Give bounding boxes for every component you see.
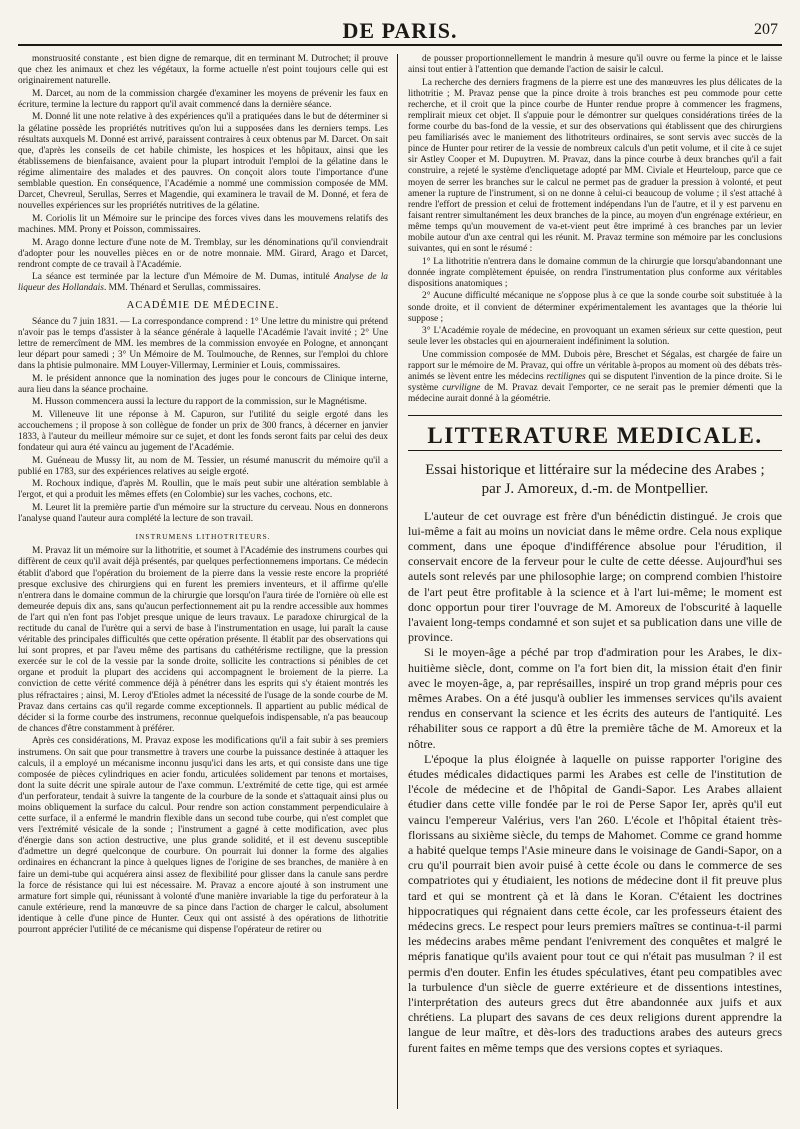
paragraph: M. Leuret lit la première partie d'un mémoire sur la structure du cerveau. Nous en donnerons l'analyse quand l'auteur aura complété la lecture de son travail. (18, 503, 388, 525)
section-heading: LITTERATURE MEDICALE. (408, 430, 782, 450)
paragraph: L'auteur de cet ouvrage est frère d'un bénédictin distingué. Je crois que lui-même a fait au moins un noviciat dans le même ordre. Cela nous explique comment, dans une époque d'indifférence absolue pour l'érudition, il conservait encore de la ferveur pour le culte de cette déesse. Aujourd'hui ses autels sont relevés par une philosophie large; on comprend combien l'histoire de l'art peut être profitable à la science et à l'art lui-même; le moment est donc opportun pour tirer l'ouvrage de M. Amoreux de l'obscurité à laquelle l'avaient long-temps condamné et son sujet et sa publication dans une ville de province. (408, 508, 782, 645)
text-span: La séance est terminée par la lecture d'un Mémoire de M. Dumas, intitulé (32, 272, 334, 283)
running-title: DE PARIS. (342, 18, 458, 43)
paragraph (408, 350, 782, 405)
text-span: . MM. Thénard et Serullas, commissaires. (103, 283, 261, 294)
paragraph: M. Arago donne lecture d'une note de M. Tremblay, sur les dénominations qu'il conviendrait d'adopter pour les nouvelles pièces en or de notre monnaie. MM. Girard, Arago et Darcet, rendront compte de ce travail à l'Académie. (18, 237, 388, 270)
paragraph: M. Guéneau de Mussy lit, au nom de M. Tessier, un résumé manuscrit du mémoire qu'il a publié en 1783, sur des expériences relatives au seigle ergoté. (18, 455, 388, 477)
paragraph: La recherche des derniers fragmens de la pierre est une des manœuvres les plus délicates de la lithotritie ; M. Pravaz pense que la pince droite à trois branches est peu commode pour cette recherche, et il croit que la pince courbe de Hunter rendue propre à commencer les fragmens, remplirait mieux cet objet. Il s'appuie pour le démontrer sur quelques considérations tirées de la forme courbe du bas-fond de la vessie, et sur des observations qui établissent que des chirurgiens peu familiarisés avec le maniement des lithotriteurs ordinaires, se sont servis avec succès de la pince de Hunter pour retirer de la vessie de nombreux calculs d'un petit volume, et il cite à ce sujet sir Astley Cooper et M. Dupuytren. M. Pravaz, dans la pince courbe à deux branches qu'il a fait construire, a rejeté le système d'encliquetage adopté par MM. Civiale et Heurteloup, parce que ce moyen de serrer les branches sur le calcul ne permet pas de graduer la pression à volonté, et peut amener la rupture de l'instrument, si on ne donne à celui-ci beaucoup de volume ; il s'est attaché à rendre l'effort de pression et celui de frottement indépendans l'un de l'autre, et il y est parvenu en faisant rentrer simultanément les deux branches de la pince, au moyen d'un engrénage extérieur, en même temps qu'un mouvement de va-et-vient peut être imprimé à ces branches par un levier mobile autour d'un axe central qui les réunit. M. Pravaz termine son mémoire par les conclusions suivantes, qui en sont le résumé : (408, 77, 782, 255)
paragraph: M. Villeneuve lit une réponse à M. Capuron, sur l'utilité du seigle ergoté dans les accouchemens ; il propose à son collègue de fonder un prix de 300 francs, à décerner en janvier 1833, à l'auteur du meilleur mémoire sur ce sujet, et dont les fonds seront faits par celui des deux fondateur qui aura été vaincu au jugement de l'Académie. (18, 409, 388, 454)
paragraph: M. Pravaz lit un mémoire sur la lithotritie, et soumet à l'Académie des instrumens courbes qui diffèrent de ceux qu'il avait déjà présentés, par quelques perfectionnemens importans. Ce médecin établit d'abord que l'opération du broiement de la pierre dans la vessie reste encore la propriété presque exclusive des chirurgiens qui en furent les premiers inventeurs, et il affirme qu'elle n'entrera dans le domaine commun de la chirurgie que lorsqu'on l'aura tirée de l'ornière où elle est demeurée depuis dix ans, sans qu'aucun perfectionnement ait pu la rendre accessible aux hommes de l'art qui n'en font pas l'objet presque unique de leurs travaux. Le paradoxe chirurgical de la rectitude du canal de l'urètre qui a servi de base à l'instrumentation en usage, lui paraît la cause véritable des principales difficultés que cette opération présente. Il établit par des observations qui lui sont propres, et par l'aveu même des partisans du cathétérisme rectiligne, que la pression exercée sur le col de la vessie par la sonde droite, sollicite les contractions si pénibles de cet organe et produit la plupart des accidens qui accompagnent le broiement de la pierre. La conviction de cette vérité commence déjà à pénétrer dans les esprits qui s'y étaient montrés les plus réfractaires ; ainsi, M. Leroy d'Etioles admet la nécessité de l'usage de la sonde courbe de M. Pravaz dans certains cas qu'il regarde comme exceptionnels. Il appartient au public médical de décider si la forme courbe des instrumens, reconnue quelquefois indispensable, n'a pas beaucoup de chances d'être constamment à préférer. (18, 546, 388, 734)
subsection-title: INSTRUMENS LITHOTRITEURS. (135, 532, 271, 542)
paragraph: M. Coriolis lit un Mémoire sur le principe des forces vives dans les mouvemens relatifs des machines. MM. Prony et Poisson, commissaires. (18, 213, 388, 235)
literature-section (408, 415, 782, 1055)
column-divider (397, 54, 398, 1109)
paragraph: M. Donné lit une note relative à des expériences qu'il a pratiquées dans le but de déterminer si la gélatine possède les propriétés nutritives qu'on lui a supposées dans les derniers temps. Les résultats auxquels M. Donné est arrivé, paraissent contraires à ceux obtenus par M. Darcet. On sait que, d'après les conseils de cet habile chimiste, les hospices et les hôpitaux, ainsi que les établissemens de bienfaisance, avaient pour la plupart introduit l'emploi de la gélatine dans le régime alimentaire des malades et des pauvres. On conçoit alors toute l'importance d'une semblable question. En conséquence, l'Académie a nommé une commission composée de MM. Darcet, Chevreul, Serullas, Serres et Magendie, qui examinera le travail de M. Donné, et fera de nouvelles expériences sur les propriétés nutritives de la gélatine. (18, 112, 388, 212)
paragraph: L'époque la plus éloignée à laquelle on puisse rapporter l'origine des études médicales didactiques parmi les Arabes est celle de l'institution de l'école de médecine et de l'hôpital de Gandi-Sapor. Les Arabes allaient étudier dans cette ville fondée par le roi de Perse Sapor Ier, après qu'il eut vaincu l'empereur Valérius, vers l'an 260. L'école et l'hôpital étaient très-florissans au sixième siècle, du temps de Mahomet. Comme ce grand homme a habité quelque temps l'Asie mineure dans le voisinage de Gandi-Sapor, on a cru qu'il pourrait bien avoir puisé à cette école ou dans le commerce de ses compatriotes qui y étudiaient, les notions de médecine dont il fit preuve plus tard et qui se montrent çà et là dans le Koran. C'étaient les doctrines hippocratiques qui régnaient dans cette école, car les professeurs étaient des médecins grecs. Le respect pour leurs premiers maîtres se continua-t-il parmi les médecins arabes même pendant l'enivrement des conquêtes et malgré le mépris fanatique qu'ils avaient pour tout ce qui n'était pas musulman ? il est permis d'en douter. Enfin les études spéculatives, étant peu compatibles avec la turbulence d'un siècle de guerre extérieure et de dissentions intestines, l'interprétation des auteurs grecs dut être abandonnée aux juifs et aux chrétiens. La plupart des savans de ces deux religions durent apprendre la langue de leur maître, et dès-lors des traductions arabes des auteurs grecs furent faites en même temps que des versions coptes et syriaques. (408, 751, 782, 1055)
article-subtitle: Essai historique et littéraire sur la médecine des Arabes ; par J. Amoreux, d.-m. de Montpellier. (425, 461, 765, 497)
text-span: de M. Pravaz devait l'emporter, ce ne serait pas le premier démenti que la médecine aurait donné à la géométrie. (408, 383, 782, 405)
paragraph: M. Husson commencera aussi la lecture du rapport de la commission, sur le Magnétisme. (32, 397, 367, 408)
section-title: ACADÉMIE DE MÉDECINE. (126, 300, 280, 312)
paragraph: 3° L'Académie royale de médecine, en provoquant un examen sérieux sur cette question, peut seule lever les obstacles qui en ajourneraient indéfiniment la solution. (408, 326, 782, 348)
memoir-title: Analyse de la liqueur des Hollandais (18, 272, 388, 294)
right-column (408, 54, 782, 1109)
left-column (18, 54, 388, 1109)
paragraph: Si le moyen-âge a péché par trop d'admiration pour les Arabes, le dix-huitième siècle, dont, comme on l'a fort bien dit, la mission était d'en finir avec le moyen-âge, a, par représailles, inspiré un trop grand mépris pour ces mêmes Arabes. On a été jusqu'à oublier les immenses services qu'ils avaient rendus en conservant la science et les écrits des auteurs de l'antiquité. Les réhabiliter sous ce rapport a dû être la première tâche de M. Amoreux et la nôtre. (408, 645, 782, 751)
paragraph: M. le président annonce que la nomination des juges pour le concours de Clinique interne, aura lieu dans la séance prochaine. (18, 373, 388, 395)
paragraph: 1° La lithotritie n'entrera dans le domaine commun de la chirurgie que lorsqu'abandonnant une donnée ingrate complètement épuisée, on rendra l'instrumentation plus conforme aux véritables dispositions anatomiques ; (408, 256, 782, 289)
italic-term: curviligne (442, 383, 481, 394)
paragraph: 2° Aucune difficulté mécanique ne s'oppose plus à ce que la sonde courbe soit substituée à la sonde droite, et il convient de déterminer expérimentalement les avantages que la théorie lui suppose ; (408, 291, 782, 324)
text-span: Une commission composée de MM. Dubois père, Breschet et Ségalas, est chargée de faire un rapport sur le mémoire de M. Pravaz, qui offre un véritable à-propos au moment où des débats très-animés se lèvent entre les médecins (408, 349, 782, 383)
paragraph (18, 272, 388, 294)
text-span: qui se disputent l'invention de la pince droite. Si le système (408, 372, 782, 394)
paragraph: Après ces considérations, M. Pravaz expose les modifications qu'il a fait subir à ses premiers instrumens. On sait que pour transmettre à travers une courbe la puissance destinée à attaquer les calculs, il a employé un mécanisme inconnu jusqu'ici dans les arts, et qui consiste dans une tige composée de pièces cylindriques en acier fondu, articulées solidement par tenons et mortaises, dont la suite décrit une spirale autour de l'axe commun. L'extrémité de cette tige, qui est armée d'un perforateur, tendait à suivre la tangente de la courbure de la sonde et s'attaquait ainsi plus ou moins obliquement la surface du calcul. Pour rendre son action constamment perpendiculaire à cette surface, il a enfermé le mandrin flexible dans un second tube courbe, qui n'est complet que vers l'extrémité vésicale de la sonde ; l'instrument a gagné à cette modification, avec plus d'énergie dans son action destructive, une plus grande solidité, et il est devenu susceptible d'admettre un degré quelconque de courbure. On pourrait lui donner la forme des algalies ordinaires en échancrant la pince à quelques lignes de l'origine de ses branches, de manière à en faire un demi-tube qui acquérera ainsi assez de flexibilité pour glisser dans la canule sans perdre la force de résistance qui lui est nécessaire. M. Pravaz a encore ajouté à son instrument une armature fort simple qui, réunissant à volonté d'une manière invariable la tige du perforateur à la canule extérieure, rend la manœuvre de sa pince dans l'action de charger le calcul, absolument identique à celle d'une pince de Hunter. Ceux qui ont assisté à des opérations de lithotritie pourront apprécier l'utilité de ce mécanisme qui dispense l'opérateur de retirer ou (18, 736, 388, 936)
page-number: 207 (754, 21, 778, 38)
paragraph: M. Darcet, au nom de la commission chargée d'examiner les moyens de prévenir les faux en écriture, termine la lecture du rapport qu'il avait commencé dans la dernière séance. (18, 88, 388, 110)
paragraph: monstruosité constante , est bien digne de remarque, dit en terminant M. Dutrochet; il prouve que chez les animaux et chez les végétaux, la forme actuelle n'est point toujours celle qui est originairement naturelle. (18, 54, 388, 87)
paragraph: Séance du 7 juin 1831. — La correspondance comprend : 1° Une lettre du ministre qui prétend n'avoir pas le temps d'assister à la séance générale à laquelle l'Académie l'avait invité ; 2° Une lettre de remercîment de MM. les membres de la commission envoyée en Pologne, et annonçant leur départ pour samedi ; 3° Un Mémoire de M. Toulmouche, de Rennes, sur l'emploi du chlore dans la phtisie pulmonaire. MM Louyer-Villermay, Lerminier et Louis, commissaires. (18, 316, 388, 371)
paragraph: de pousser proportionnellement le mandrin à mesure qu'il ouvre ou ferme la pince et le laisse ainsi tout entier à l'attention que demande l'action de saisir le calcul. (408, 54, 782, 76)
page-header (18, 18, 782, 46)
italic-term: rectilignes (546, 372, 586, 383)
paragraph: M. Rochoux indique, d'après M. Roullin, que le maïs peut subir une altération semblable à l'ergot, et qui a produit les mêmes effets (en Colombie) sur les vaches, cochons, etc. (18, 479, 388, 501)
